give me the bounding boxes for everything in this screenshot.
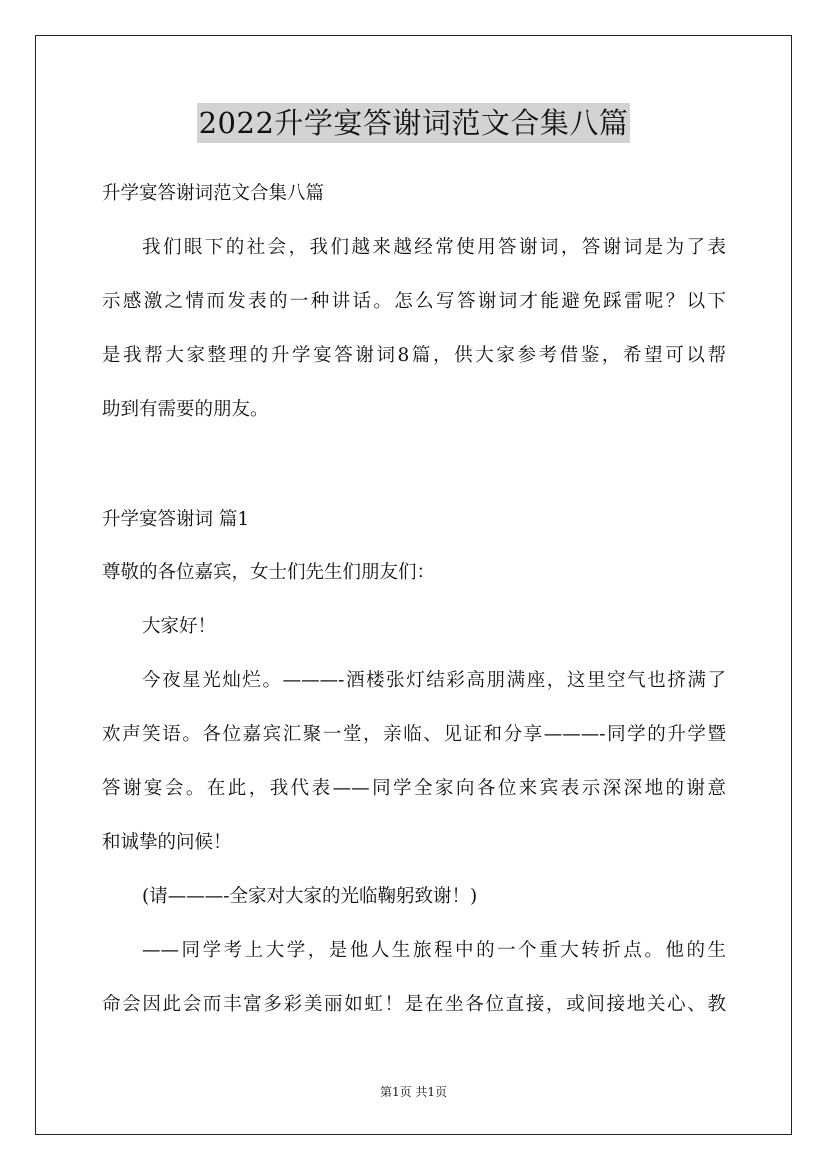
greeting: 大家好！ (142, 616, 217, 637)
paragraph-1-line-2: 欢声笑语。各位嘉宾汇聚一堂，亲临、见证和分享———-同学的升学暨 (102, 724, 726, 745)
page-footer: 第1页 共1页 (379, 1085, 448, 1099)
intro-line-2: 示感激之情而发表的一种讲话。怎么写答谢词才能避免踩雷呢？以下 (102, 291, 726, 312)
document-title: 2022升学宴答谢词范文合集八篇 (197, 103, 631, 143)
section-heading: 升学宴答谢词 篇1 (102, 509, 250, 530)
title-container (0, 103, 827, 143)
paragraph-1-line-4: 和诚挚的问候！ (102, 832, 232, 853)
intro-line-3: 是我帮大家整理的升学宴答谢词8篇，供大家参考借鉴，希望可以帮 (102, 345, 726, 366)
paragraph-1-line-1: 今夜星光灿烂。———-酒楼张灯结彩高朋满座，这里空气也挤满了 (142, 670, 726, 691)
paragraph-3-line-2: 命会因此会而丰富多彩美丽如虹！是在坐各位直接，或间接地关心、教 (102, 994, 726, 1015)
paragraph-1-line-3: 答谢宴会。在此，我代表——同学全家向各位来宾表示深深地的谢意 (102, 778, 726, 799)
paragraph-2: (请———-全家对大家的光临鞠躬致谢！) (142, 886, 478, 907)
salutation: 尊敬的各位嘉宾，女士们先生们朋友们： (102, 562, 436, 583)
intro-line-1: 我们眼下的社会，我们越来越经常使用答谢词，答谢词是为了表 (142, 237, 726, 258)
intro-line-4: 助到有需要的朋友。 (102, 399, 269, 420)
paragraph-3-line-1: ——同学考上大学，是他人生旅程中的一个重大转折点。他的生 (142, 940, 726, 961)
document-subtitle: 升学宴答谢词范文合集八篇 (102, 183, 325, 204)
